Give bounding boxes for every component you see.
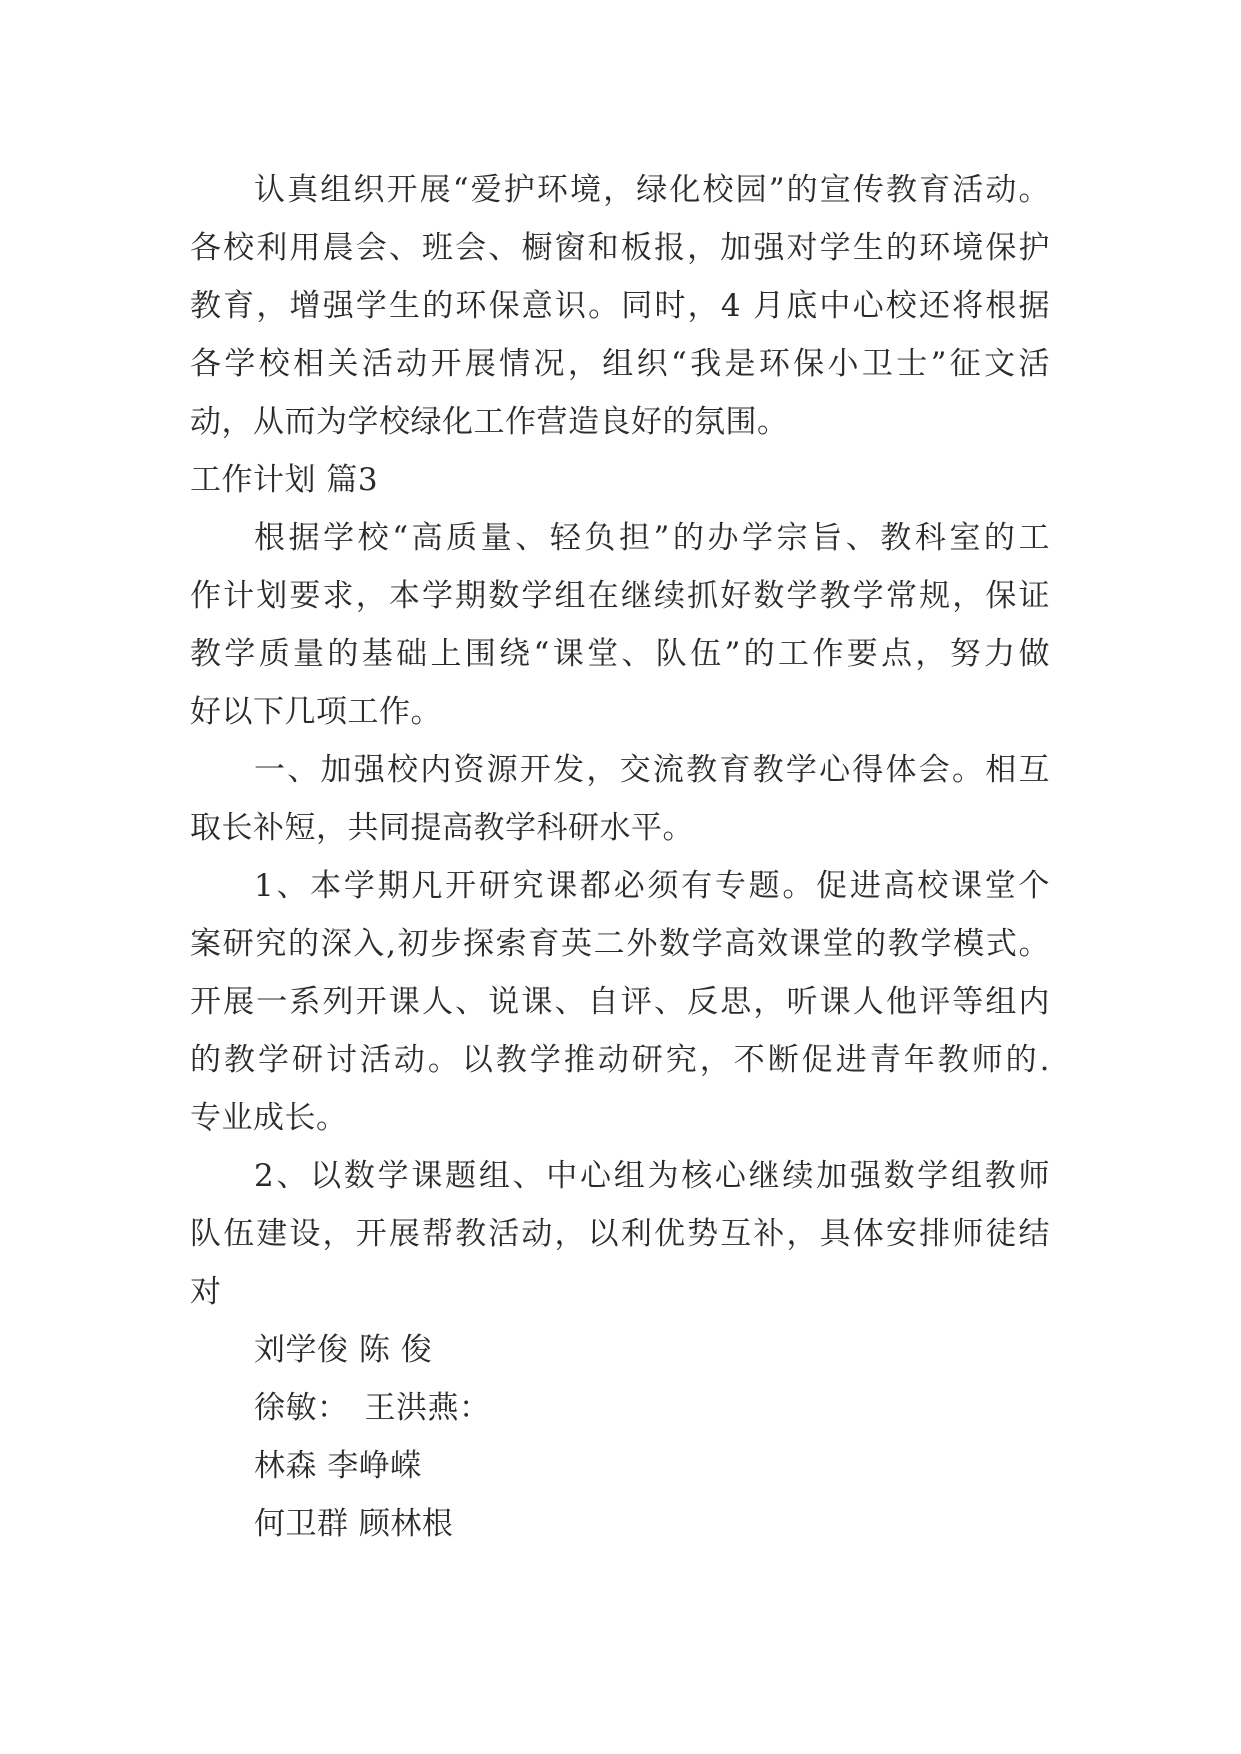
paragraph-line: 动，从而为学校绿化工作营造良好的氛围。 [190,404,789,440]
pairing-line: 林森 李峥嵘 [254,1448,422,1484]
paragraph-line: 开展一系列开课人、说课、自评、反思，听课人他评等组内 [190,984,1050,1020]
paragraph-line: 好以下几项工作。 [190,694,442,730]
paragraph-line: 的教学研讨活动。以教学推动研究，不断促进青年教师的. [190,1042,1050,1078]
paragraph-line: 专业成长。 [190,1100,348,1136]
paragraph-line: 教学质量的基础上围绕“课堂、队伍”的工作要点，努力做 [190,636,1050,672]
paragraph-line: 教育，增强学生的环保意识。同时，4 月底中心校还将根据 [190,288,1050,324]
paragraph-line: 2、以数学课题组、中心组为核心继续加强数学组教师 [254,1158,1050,1194]
paragraph-line: 取长补短，共同提高教学科研水平。 [190,810,694,846]
paragraph-line: 根据学校“高质量、轻负担”的办学宗旨、教科室的工 [254,520,1050,556]
pairing-line: 刘学俊 陈 俊 [254,1332,433,1368]
paragraph-line: 1、本学期凡开研究课都必须有专题。促进高校课堂个 [254,868,1050,904]
paragraph-line: 队伍建设，开展帮教活动，以利优势互补，具体安排师徒结 [190,1216,1050,1252]
paragraph-line: 认真组织开展“爱护环境，绿化校园”的宣传教育活动。 [254,172,1050,208]
paragraph-line: 各校利用晨会、班会、橱窗和板报，加强对学生的环境保护 [190,230,1050,266]
section-heading: 工作计划 篇3 [190,462,379,498]
paragraph-line: 作计划要求，本学期数学组在继续抓好数学教学常规，保证 [190,578,1050,614]
paragraph-line: 案研究的深入,初步探索育英二外数学高效课堂的教学模式。 [190,926,1050,962]
pairing-line: 何卫群 顾林根 [254,1506,454,1542]
paragraph-line: 对 [190,1274,222,1310]
pairing-line: 徐敏： 王洪燕： [254,1390,491,1426]
paragraph-line: 一、加强校内资源开发，交流教育教学心得体会。相互 [254,752,1050,788]
paragraph-line: 各学校相关活动开展情况，组织“我是环保小卫士”征文活 [190,346,1050,382]
